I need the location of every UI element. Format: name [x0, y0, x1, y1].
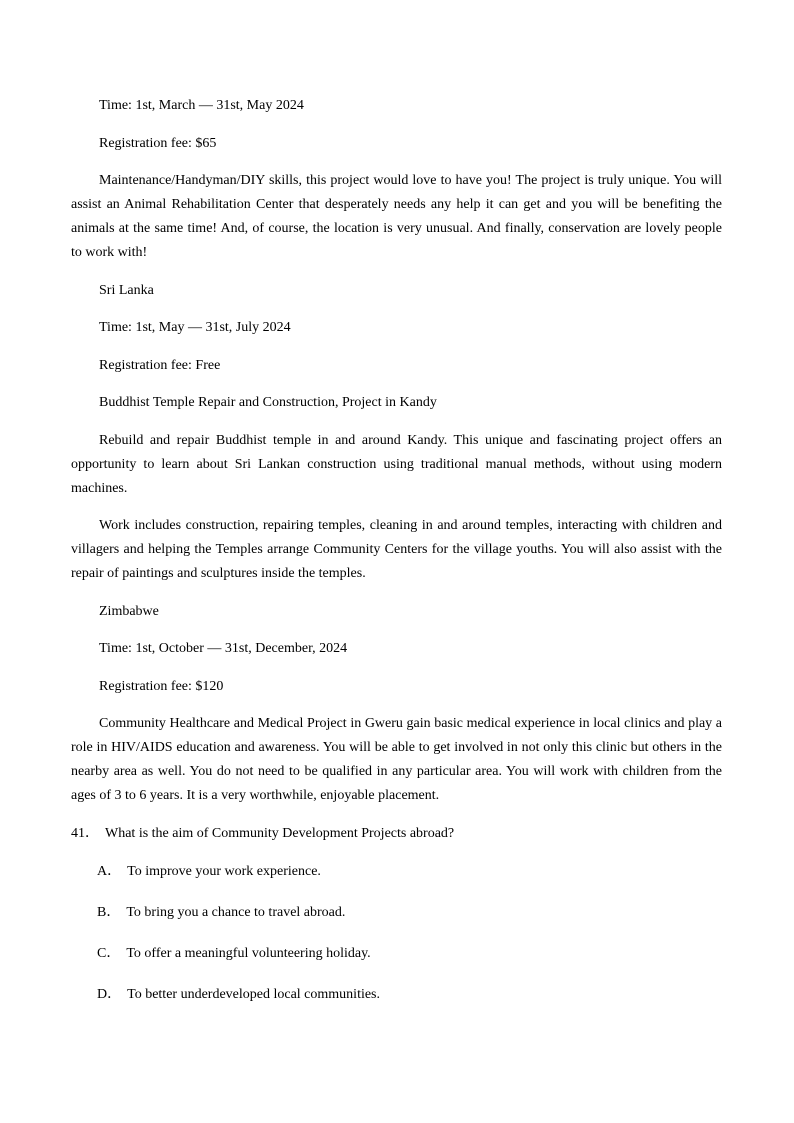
- project-description-2b: Work includes construction, repairing temples, cleaning in and around temples, interacting with children and villagers and helping the Temples arrange Community Centers for the village youths. You will also assist with the repair of paintings and sculptures inside the temples.: [71, 518, 722, 581]
- time-line-3: Time: 1st, October — 31st, December, 2024: [99, 641, 348, 656]
- option-b[interactable]: [71, 901, 722, 925]
- option-text: To offer a meaningful volunteering holiday.: [126, 945, 371, 961]
- project-title-kandy: Buddhist Temple Repair and Construction, Project in Kandy: [99, 395, 437, 410]
- country-heading-zimbabwe: Zimbabwe: [99, 603, 159, 619]
- option-text: To bring you a chance to travel abroad.: [126, 904, 346, 920]
- option-c[interactable]: [71, 942, 722, 966]
- option-d[interactable]: [71, 983, 722, 1007]
- option-a[interactable]: [71, 860, 722, 884]
- option-letter: C．: [97, 945, 121, 961]
- option-letter: B．: [97, 904, 121, 920]
- option-letter: A．: [97, 863, 122, 879]
- project-description-2a: Rebuild and repair Buddhist temple in and around Kandy. This unique and fascinating project offers an opportunity to learn about Sri Lankan construction using traditional manual methods, without using modern machines.: [71, 432, 722, 496]
- time-line-2: Time: 1st, May — 31st, July 2024: [99, 320, 291, 335]
- registration-fee-1: Registration fee: $65: [99, 135, 217, 151]
- option-text: To better underdeveloped local communities.: [127, 986, 381, 1002]
- country-heading-sri-lanka: Sri Lanka: [99, 282, 154, 298]
- time-line-1: Time: 1st, March — 31st, May 2024: [99, 98, 304, 113]
- project-description-1: Maintenance/Handyman/DIY skills, this project would love to have you! The project is truly unique. You will assist an Animal Rehabilitation Center that desperately needs any help it can get and you will be benefiting the animals at the same time! And, of course, the location is very unusual. And finally, conservation are lovely people to work with!: [71, 173, 722, 260]
- question-number: 41．: [71, 825, 99, 841]
- registration-fee-2: Registration fee: Free: [99, 357, 221, 373]
- project-description-3: Community Healthcare and Medical Project in Gweru gain basic medical experience in local clinics and play a role in HIV/AIDS education and awareness. You will be able to get involved in not only this clinic but others in the nearby area as well. You do not need to be qualified in any particular area. You will work with children from the ages of 3 to 6 years. It is a very worthwhile, enjoyable placement.: [71, 716, 722, 803]
- option-letter: D．: [97, 986, 122, 1002]
- option-text: To improve your work experience.: [127, 863, 321, 879]
- question-stem: What is the aim of Community Development Projects abroad?: [105, 825, 455, 841]
- registration-fee-3: Registration fee: $120: [99, 678, 224, 694]
- question-41: [71, 822, 722, 846]
